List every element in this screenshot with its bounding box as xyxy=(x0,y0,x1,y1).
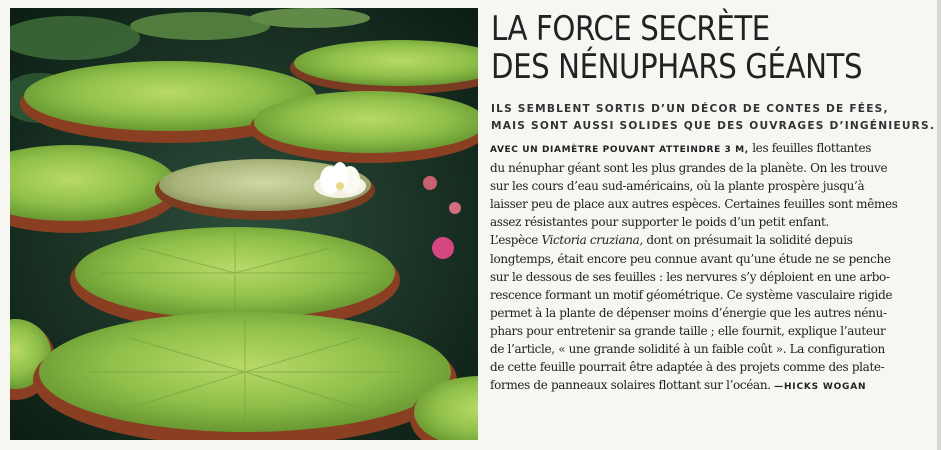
body-line: phars pour entretenir sa grande taille ; elle fournit, explique l’auteur xyxy=(490,323,886,338)
body-line: rescence formant un motif géométrique. Ce système vasculaire rigide xyxy=(490,287,893,302)
title-line: LA FORCE SECRÈTE xyxy=(491,9,770,49)
subtitle-line: ILS SEMBLENT SORTIS D’UN DÉCOR DE CONTES DE FÉES, xyxy=(491,103,889,115)
body-line: longtemps, était encore peu connue avant qu’une étude ne se penche xyxy=(490,251,891,266)
article xyxy=(487,0,941,450)
article-body xyxy=(490,139,898,396)
subtitle-line: MAIS SONT AUSSI SOLIDES QUE DES OUVRAGES D’INGÉNIEURS. xyxy=(491,120,936,132)
body-line: sur les cours d’eau sud-américains, où la plante prospère jusqu’à xyxy=(490,179,865,194)
body-line xyxy=(490,139,888,159)
body-line: assez résistantes pour supporter le poids d’un petit enfant. xyxy=(490,215,829,230)
body-line: permet à la plante de dépenser moins d’énergie que les autres nénu- xyxy=(490,305,887,320)
body-line xyxy=(490,376,888,396)
body-line: de cette feuille pourrait être adaptée à des projets comme des plate- xyxy=(490,360,885,375)
page-edge xyxy=(937,0,941,450)
body-text: dont on présumait la solidité depuis xyxy=(642,233,853,248)
article-title xyxy=(491,10,869,86)
body-line xyxy=(490,231,888,249)
body-line: de l’article, « une grande solidité à un faible coût ». La configuration xyxy=(490,342,885,357)
body-text: les feuilles flottantes xyxy=(748,141,872,155)
water-lily-illustration xyxy=(10,8,478,440)
body-text: L’espèce xyxy=(490,233,542,248)
author-byline: —HICKS WOGAN xyxy=(774,382,867,393)
article-subtitle xyxy=(491,101,937,135)
water-lily-photo xyxy=(10,8,478,440)
body-text: formes de panneaux solaires flottant sur l’océan. xyxy=(490,378,771,393)
title-line: DES NÉNUPHARS GÉANTS xyxy=(491,47,863,87)
species-name: Victoria cruziana, xyxy=(541,233,643,248)
lead-in: AVEC UN DIAMÈTRE POUVANT ATTEINDRE 3 M, xyxy=(490,145,749,155)
body-line: sur le dessous de ses feuilles : les nervures s’y déploient en une arbo- xyxy=(490,269,890,284)
body-line: du nénuphar géant sont les plus grandes de la planète. On les trouve xyxy=(490,161,888,176)
lily-pad xyxy=(250,91,478,163)
body-line: laisser peu de place aux autres espèces. Certaines feuilles sont mêmes xyxy=(490,197,898,212)
